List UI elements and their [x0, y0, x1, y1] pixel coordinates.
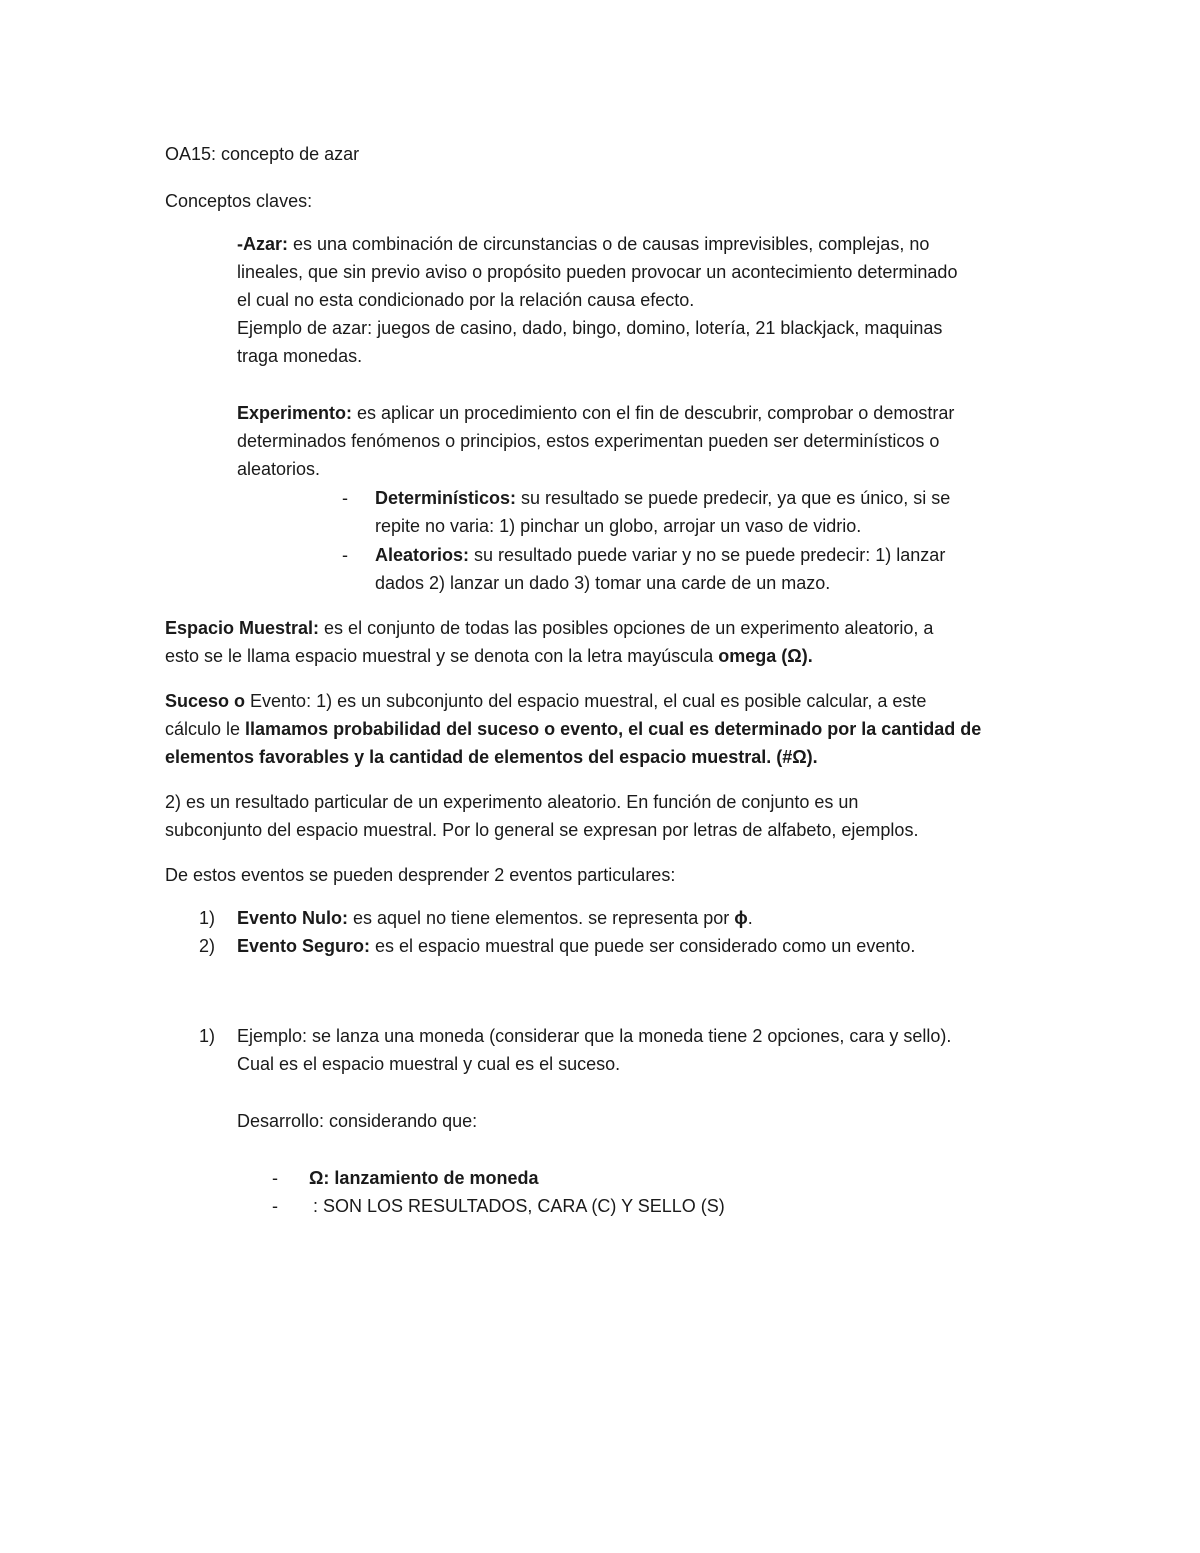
- omega-item-bullet: -: [272, 1168, 278, 1188]
- evento-nulo-number: 1): [199, 908, 216, 928]
- azar-line-2: lineales, que sin previo aviso o propósito pueden provocar un acontecimiento determinado: [237, 262, 958, 282]
- suceso-line-3: elementos favorables y la cantidad de elementos del espacio muestral. (#Ω).: [165, 747, 818, 767]
- espacio-line-1: [165, 614, 933, 642]
- resultados-item-bullet: -: [272, 1196, 278, 1216]
- aleatorios-line-2: dados 2) lanzar un dado 3) tomar una carde de un mazo.: [375, 573, 831, 593]
- desarrollo-line: Desarrollo: considerando que:: [237, 1111, 478, 1131]
- suceso-line-2-text: cálculo le: [165, 719, 246, 739]
- azar-line-3: el cual no esta condicionado por la relación causa efecto.: [237, 290, 695, 310]
- aleatorios-term: Aleatorios:: [375, 545, 470, 565]
- ejemplo-line-1: Ejemplo: se lanza una moneda (considerar que la moneda tiene 2 opciones, cara y sello).: [237, 1026, 952, 1046]
- conceptos-heading: Conceptos claves:: [165, 191, 313, 211]
- evento-seguro-line: [237, 932, 915, 960]
- desprender-line: De estos eventos se pueden desprender 2 eventos particulares:: [165, 865, 676, 885]
- evento-nulo-line: [237, 904, 753, 932]
- suceso-line-1: [165, 687, 926, 715]
- azar-example-line-1: Ejemplo de azar: juegos de casino, dado, bingo, domino, lotería, 21 blackjack, maquinas: [237, 318, 943, 338]
- aleatorios-line-1: [375, 541, 945, 569]
- resultado-line-2: subconjunto del espacio muestral. Por lo general se expresan por letras de alfabeto, ejemplos.: [165, 820, 919, 840]
- evento-seguro-number: 2): [199, 936, 216, 956]
- azar-example-line-2: traga monedas.: [237, 346, 363, 366]
- ejemplo-line-2: Cual es el espacio muestral y cual es el suceso.: [237, 1054, 621, 1074]
- deterministicos-line-1: [375, 484, 950, 512]
- deterministicos-bullet: -: [342, 488, 348, 508]
- suceso-term: Suceso o: [165, 691, 246, 711]
- resultados-item-text: : SON LOS RESULTADOS, CARA (C) Y SELLO (S): [313, 1196, 725, 1216]
- omega-item-text: Ω: lanzamiento de moneda: [309, 1168, 539, 1188]
- azar-term: -Azar:: [237, 234, 289, 254]
- evento-nulo-period: .: [747, 908, 753, 928]
- experimento-definition-start: es aplicar un procedimiento con el fin de descubrir, comprobar o demostrar: [352, 403, 955, 423]
- experimento-term: Experimento:: [237, 403, 353, 423]
- deterministicos-term: Determinísticos:: [375, 488, 517, 508]
- aleatorios-definition-start: su resultado puede variar y no se puede predecir: 1) lanzar: [469, 545, 946, 565]
- espacio-definition-start: es el conjunto de todas las posibles opciones de un experimento aleatorio, a: [319, 618, 934, 638]
- phi-symbol: ϕ: [734, 908, 748, 928]
- azar-line-1: [237, 230, 929, 258]
- evento-seguro-definition: es el espacio muestral que puede ser considerado como un evento.: [370, 936, 916, 956]
- deterministicos-definition-start: su resultado se puede predecir, ya que es único, si se: [516, 488, 951, 508]
- espacio-line-2-text: esto se le llama espacio muestral y se denota con la letra mayúscula: [165, 646, 719, 666]
- suceso-line-2: [165, 715, 981, 743]
- experimento-line-2: determinados fenómenos o principios, estos experimentan pueden ser determinísticos o: [237, 431, 940, 451]
- ejemplo-number: 1): [199, 1026, 216, 1046]
- resultado-line-1: 2) es un resultado particular de un experimento aleatorio. En función de conjunto es un: [165, 792, 859, 812]
- suceso-definition-start: Evento: 1) es un subconjunto del espacio muestral, el cual es posible calcular, a este: [245, 691, 927, 711]
- aleatorios-bullet: -: [342, 545, 348, 565]
- espacio-omega: omega (Ω).: [718, 646, 813, 666]
- experimento-line-3: aleatorios.: [237, 459, 321, 479]
- espacio-line-2: [165, 642, 813, 670]
- deterministicos-line-2: repite no varia: 1) pinchar un globo, arrojar un vaso de vidrio.: [375, 516, 862, 536]
- suceso-line-2-bold: llamamos probabilidad del suceso o evento, el cual es determinado por la cantidad de: [245, 719, 982, 739]
- espacio-term: Espacio Muestral:: [165, 618, 320, 638]
- document-title: OA15: concepto de azar: [165, 144, 360, 164]
- evento-nulo-definition: es aquel no tiene elementos. se representa por: [348, 908, 735, 928]
- azar-definition-start: es una combinación de circunstancias o de causas imprevisibles, complejas, no: [288, 234, 930, 254]
- experimento-line-1: [237, 399, 954, 427]
- evento-nulo-term: Evento Nulo:: [237, 908, 348, 928]
- evento-seguro-term: Evento Seguro:: [237, 936, 371, 956]
